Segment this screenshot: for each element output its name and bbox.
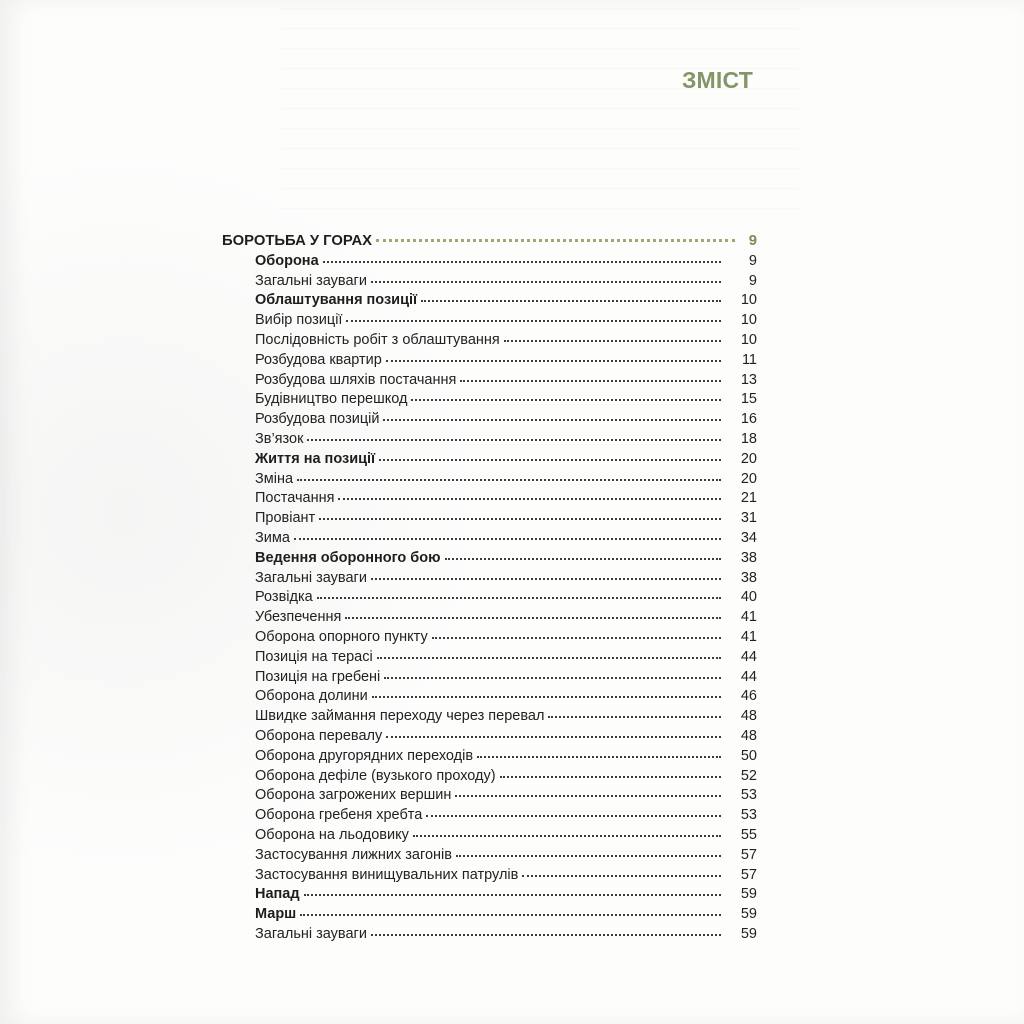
toc-page-number: 40	[740, 589, 757, 606]
toc-entry-row	[222, 588, 757, 608]
dot-leader	[548, 716, 721, 718]
toc-entry-label: Оборона перевалу	[255, 727, 383, 744]
toc-entry-label: Оборона гребеня хребта	[255, 807, 423, 824]
toc-page-number: 11	[741, 351, 757, 368]
toc-entry-label: Оборона на льодовику	[255, 826, 409, 843]
toc-entry-row	[222, 430, 757, 450]
toc-entry-row	[222, 707, 757, 727]
toc-page-number: 57	[740, 866, 757, 883]
toc-entry-label: Оборона долини	[255, 688, 368, 705]
toc-entry-label: Застосування лижних загонів	[255, 846, 452, 863]
toc-page-number: 34	[740, 529, 757, 546]
toc-entry-label: Оборона другорядних переходів	[255, 747, 474, 764]
toc-entry-row	[222, 628, 757, 648]
toc-entry-label: Життя на позиції	[255, 450, 376, 467]
toc-entry-label: Позиція на терасі	[255, 648, 373, 665]
toc-entry-label: Загальні зауваги	[255, 569, 367, 586]
toc-entry-row	[222, 648, 757, 668]
toc-page-number: 55	[740, 826, 757, 843]
toc-page-number: 48	[740, 708, 757, 725]
dot-leader	[504, 340, 721, 342]
toc-entry-row	[222, 806, 757, 826]
toc-entry-label: БОРОТЬБА У ГОРАХ	[222, 233, 373, 249]
toc-entry-label: Оборона загрожених вершин	[255, 787, 452, 804]
toc-page-number: 9	[748, 252, 757, 269]
dot-leader	[445, 558, 722, 560]
toc-entry-row	[222, 410, 757, 430]
dot-leader	[319, 518, 721, 520]
dot-leader	[376, 239, 735, 242]
dot-leader	[294, 538, 721, 540]
dot-leader	[345, 617, 721, 619]
toc-entry-label: Ведення оборонного бою	[255, 549, 441, 566]
toc-entry-row	[222, 569, 757, 589]
table-of-contents	[222, 232, 757, 945]
toc-entry-label: Убезпечення	[255, 609, 342, 626]
toc-entry-row	[222, 390, 757, 410]
dot-leader	[297, 479, 721, 481]
toc-entry-label: Постачання	[255, 490, 335, 507]
toc-page-number: 59	[740, 906, 757, 923]
toc-entry-row	[222, 786, 757, 806]
toc-entry-label: Розбудова квартир	[255, 351, 382, 368]
dot-leader	[317, 597, 721, 599]
toc-entry-row	[222, 331, 757, 351]
toc-entry-label: Послідовність робіт з облаштування	[255, 331, 500, 348]
dot-leader	[346, 320, 721, 322]
toc-page-number: 52	[740, 767, 757, 784]
toc-entry-label: Розвідка	[255, 589, 313, 606]
toc-entry-label: Напад	[255, 886, 300, 903]
toc-page-number: 20	[740, 450, 757, 467]
toc-entry-row	[222, 826, 757, 846]
toc-entry-row	[222, 687, 757, 707]
toc-page-number: 44	[740, 668, 757, 685]
toc-entry-label: Зміна	[255, 470, 294, 487]
toc-entry-row	[222, 371, 757, 391]
toc-entry-label: Зв’язок	[255, 430, 304, 447]
dot-leader	[304, 894, 721, 896]
toc-page-number: 48	[740, 727, 757, 744]
toc-page-number: 9	[748, 233, 757, 249]
toc-entry-row	[222, 727, 757, 747]
toc-entry-row	[222, 846, 757, 866]
toc-page-number: 15	[740, 391, 757, 408]
toc-entry-label: Розбудова шляхів постачання	[255, 371, 457, 388]
toc-entry-label: Оборона опорного пункту	[255, 628, 428, 645]
toc-page-number: 21	[740, 490, 757, 507]
toc-entry-label: Застосування винищувальних патрулів	[255, 866, 519, 883]
dot-leader	[386, 360, 721, 362]
contents-title: ЗМІСТ	[681, 67, 753, 93]
toc-page-number: 57	[740, 846, 757, 863]
toc-entry-row	[222, 925, 757, 945]
toc-page-number: 13	[740, 371, 757, 388]
toc-page-number: 18	[740, 430, 757, 447]
toc-page-number: 41	[740, 609, 757, 626]
toc-entry-row	[222, 450, 757, 470]
toc-page-number: 41	[740, 628, 757, 645]
dot-leader	[522, 875, 721, 877]
dot-leader	[384, 677, 721, 679]
toc-page-number: 16	[740, 411, 757, 428]
dot-leader	[323, 261, 721, 263]
toc-page-number: 10	[740, 292, 757, 309]
dot-leader	[307, 439, 721, 441]
dot-leader	[411, 399, 721, 401]
toc-page-number: 10	[740, 331, 757, 348]
toc-page-number: 20	[740, 470, 757, 487]
dot-leader	[371, 281, 721, 283]
toc-page-number: 59	[740, 925, 757, 942]
toc-entry-label: Швидке займання переходу через перевал	[255, 708, 545, 725]
toc-page-number: 46	[740, 688, 757, 705]
toc-entry-label: Марш	[255, 906, 297, 923]
toc-entry-row	[222, 668, 757, 688]
toc-entry-label: Будівництво перешкод	[255, 391, 408, 408]
toc-entry-label: Облаштування позиції	[255, 292, 418, 309]
dot-leader	[372, 696, 721, 698]
dot-leader	[455, 795, 721, 797]
toc-entry-row	[222, 272, 757, 292]
dot-leader	[477, 756, 721, 758]
toc-page-number: 31	[740, 510, 757, 527]
toc-entry-row	[222, 767, 757, 787]
dot-leader	[371, 578, 721, 580]
toc-entry-row	[222, 252, 757, 272]
toc-entry-row	[222, 509, 757, 529]
dot-leader	[386, 736, 721, 738]
toc-entry-row	[222, 905, 757, 925]
toc-entry-label: Позиція на гребені	[255, 668, 381, 685]
toc-entry-label: Розбудова позицій	[255, 411, 380, 428]
toc-page-number: 53	[740, 787, 757, 804]
toc-page-number: 59	[740, 886, 757, 903]
toc-entry-row	[222, 470, 757, 490]
dot-leader	[426, 815, 721, 817]
toc-entry-row	[222, 866, 757, 886]
toc-page-number: 53	[740, 807, 757, 824]
dot-leader	[377, 657, 721, 659]
toc-page-number: 9	[748, 272, 757, 289]
reverse-side-show-through	[280, 8, 800, 228]
toc-entry-label: Загальні зауваги	[255, 272, 367, 289]
toc-entry-row	[222, 529, 757, 549]
dot-leader	[300, 914, 721, 916]
toc-page-number: 10	[740, 312, 757, 329]
dot-leader	[379, 459, 721, 461]
toc-section-row	[222, 232, 757, 252]
dot-leader	[500, 776, 721, 778]
dot-leader	[383, 419, 721, 421]
toc-page-number: 50	[740, 747, 757, 764]
toc-entry-row	[222, 747, 757, 767]
toc-entry-row	[222, 608, 757, 628]
toc-entry-label: Зима	[255, 529, 290, 546]
dot-leader	[421, 300, 721, 302]
toc-entry-label: Оборона	[255, 252, 319, 269]
toc-page-number: 38	[740, 569, 757, 586]
toc-entry-label: Провіант	[255, 510, 316, 527]
dot-leader	[456, 855, 721, 857]
toc-entry-row	[222, 351, 757, 371]
toc-entry-row	[222, 489, 757, 509]
dot-leader	[413, 835, 721, 837]
toc-entry-row	[222, 291, 757, 311]
toc-page-number: 44	[740, 648, 757, 665]
dot-leader	[338, 498, 721, 500]
dot-leader	[460, 380, 721, 382]
dot-leader	[371, 934, 721, 936]
toc-entry-row	[222, 885, 757, 905]
toc-entry-row	[222, 549, 757, 569]
toc-entry-row	[222, 311, 757, 331]
toc-entry-label: Вибір позиції	[255, 312, 343, 329]
toc-page-number: 38	[740, 549, 757, 566]
toc-entry-label: Оборона дефіле (вузького проходу)	[255, 767, 496, 784]
dot-leader	[432, 637, 721, 639]
toc-entry-label: Загальні зауваги	[255, 925, 367, 942]
